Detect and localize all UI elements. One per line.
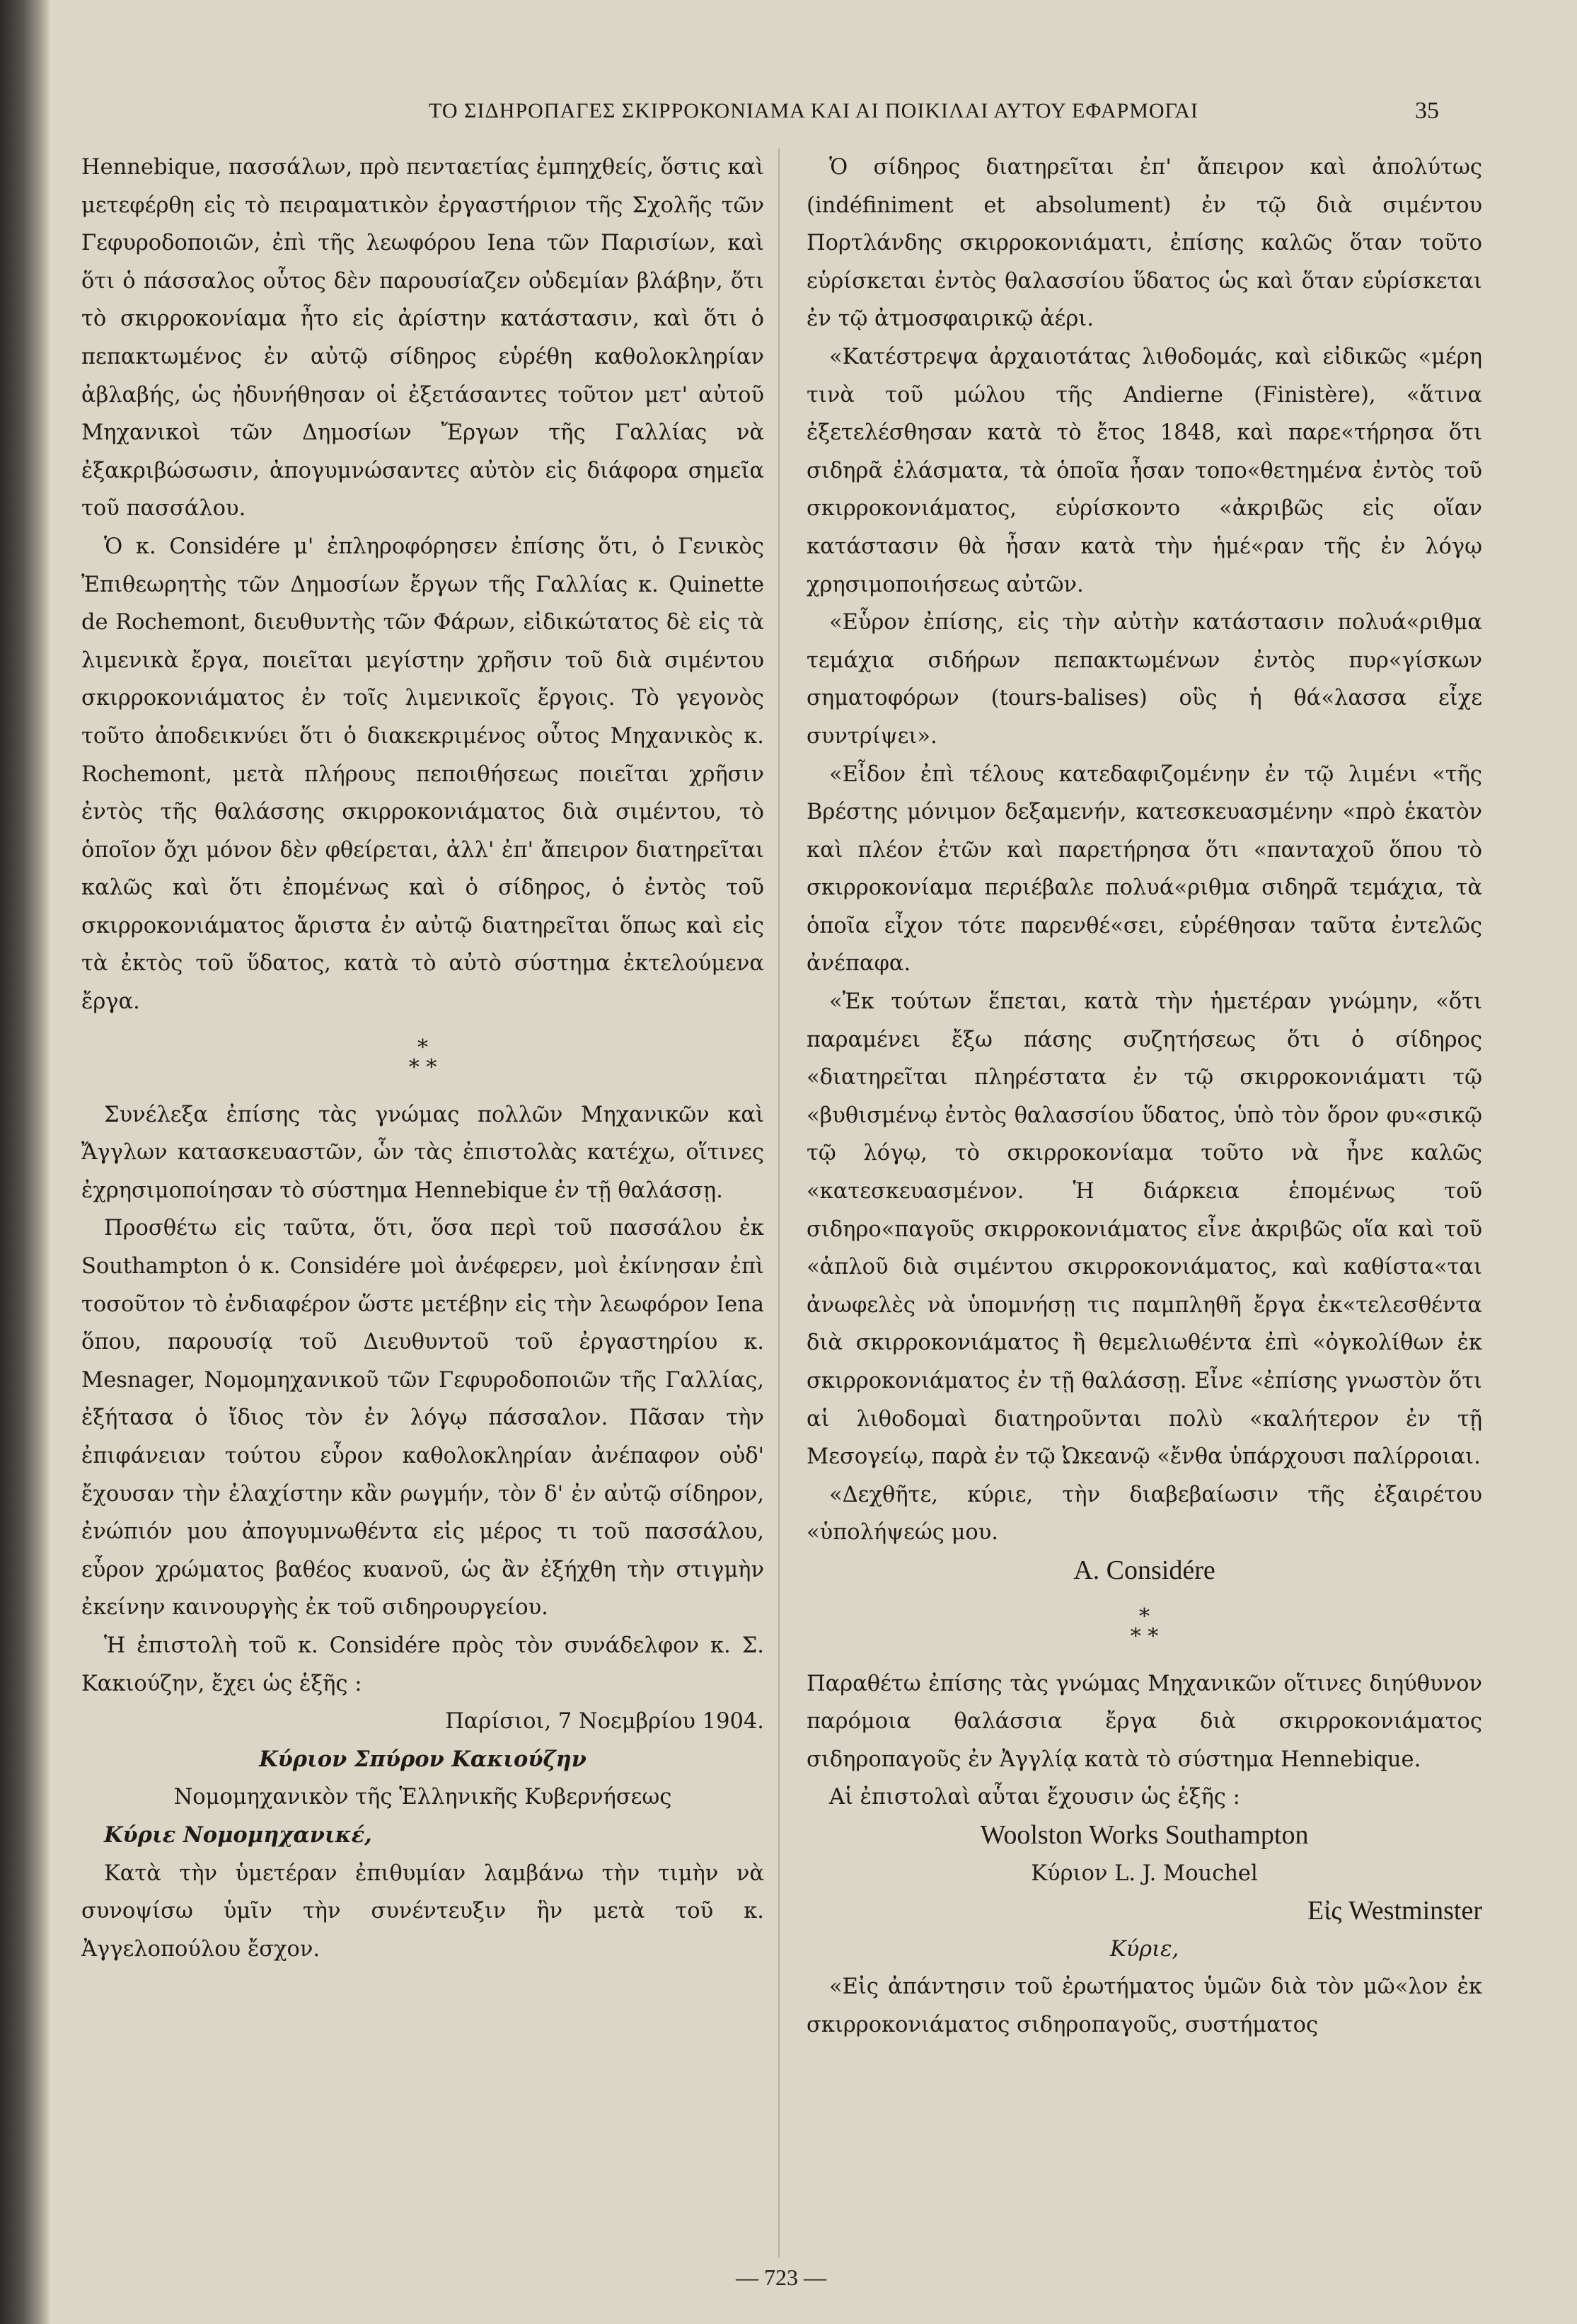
letter-salutation: Κύριε Νομομηχανικέ, xyxy=(104,1822,372,1848)
paragraph: Ὁ κ. Considére μ' ἐπληροφόρησεν ἐπίσης ὅτι, ὁ Γενικὸς Ἐπιθεωρητὴς τῶν Δημοσίων ἔργων τῆς Γαλλίας κ. Quinette de Rochemont, διευθυντὴς τῶν Φάρων, εἰδικώτατος δὲ εἰς τὰ λιμενικὰ ἔργα, ποιεῖται μεγίστην χρῆσιν τοῦ διὰ σιμέντου σκιρροκονιάματος ἐν τοῖς λιμενικοῖς ἔργοις. Τὸ γεγονὸς τοῦτο ἀποδεικνύει ὅτι ὁ διακεκριμένος οὗτος Μηχανικὸς κ. Rochemont, μετὰ πλήρους πεποιθήσεως ποιεῖται χρῆσιν ἐντὸς τῆς θαλάσσης σκιρροκονιάματος διὰ σιμέντου, τὸ ὁποῖον ὄχι μόνον δὲν φθείρεται, ἀλλ' ἐπ' ἄπειρον διατηρεῖται καλῶς καὶ ὅτι ἐπομένως καὶ ὁ σίδηρος, ὁ ἐντὸς τοῦ σκιρροκονιάματος ἄριστα ἐν αὐτῷ διατηρεῖται ὅπως καὶ εἰς τὰ ἐκτὸς τοῦ ὕδατος, κατὰ τὸ αὐτὸ σύστημα ἐκτελούμενα ἔργα. xyxy=(81,534,764,1015)
letter-salutation: Κύριε, xyxy=(1109,1936,1179,1962)
paragraph: Ὁ σίδηρος διατηρεῖται ἐπ' ἄπειρον καὶ ἀπολύτως (indéfiniment et absolument) ἐν τῷ διὰ σιμέντου Πορτλάνδης σκιρροκονιάματι, ἐπίσης καλῶς ὅταν τοῦτο εὑρίσκεται ἐντὸς θαλασσίου ὕδατος ὡς καὶ ὅταν εὑρίσκεται ἐν τῷ ἀτμοσφαιρικῷ ἀέρι. xyxy=(807,155,1482,332)
paragraph: Παραθέτω ἐπίσης τὰς γνώμας Μηχανικῶν οἵτινες διηύθυνον παρόμοια θαλάσσια ἔργα διὰ σκιρροκονιάματος σιδηροπαγοῦς ἐν Ἀγγλίᾳ κατὰ τὸ σύστημα Hennebique. xyxy=(807,1671,1482,1772)
letterhead-line: Εἰς Westminster xyxy=(1307,1896,1482,1926)
section-separator: * * * xyxy=(1130,1604,1159,1649)
quote-paragraph: «Εὗρον ἐπίσης, εἰς τὴν αὐτὴν κατάστασιν πολυά«ριθμα τεμάχια σιδήρων πεπακτωμένων ἐντὸς πυρ«γίσκων σηματοφόρων (tours-balises) οὓς ἡ θά«λασσα εἶχε συντρίψει». xyxy=(807,610,1482,749)
paragraph: Κατὰ τὴν ὑμετέραν ἐπιθυμίαν λαμβάνω τὴν τιμὴν νὰ συνοψίσω ὑμῖν τὴν συνέντευξιν ἣν μετὰ τοῦ κ. Ἀγγελοπούλου ἔσχον. xyxy=(81,1860,764,1962)
paragraph: Συνέλεξα ἐπίσης τὰς γνώμας πολλῶν Μηχανικῶν καὶ Ἄγγλων κατασκευαστῶν, ὧν τὰς ἐπιστολὰς κατέχω, οἵτινες ἐχρησιμοποίησαν τὸ σύστημα Hennebique ἐν τῇ θαλάσσῃ. xyxy=(81,1102,764,1203)
page-footer-number: — 723 — xyxy=(736,2265,826,2290)
paragraph: Αἱ ἐπιστολαὶ αὗται ἔχουσιν ὡς ἑξῆς : xyxy=(829,1785,1240,1810)
paragraph: Ἡ ἐπιστολὴ τοῦ κ. Considére πρὸς τὸν συνάδελφον κ. Σ. Κακιούζην, ἔχει ὡς ἑξῆς : xyxy=(81,1633,764,1696)
paragraph: Hennebique, πασσάλων, πρὸ πενταετίας ἐμπηχθείς, ὅστις καὶ μετεφέρθη εἰς τὸ πειραματικὸν ἐργαστήριον τῆς Σχολῆς τῶν Γεφυροδοποιῶν, ἐπὶ τῆς λεωφόρου Iena τῶν Παρισίων, καὶ ὅτι ὁ πάσσαλος οὗτος δὲν παρουσίαζεν οὐδεμίαν βλάβην, ὅτι τὸ σκιρροκονίαμα ἦτο εἰς ἀρίστην κατάστασιν, καὶ ὅτι ὁ πεπακτωμένος ἐν αὐτῷ σίδηρος εὑρέθη καθολοκληρίαν ἀβλαβής, ὡς ἠδυνήθησαν οἱ ἐξετάσαντες τοῦτον μετ' αὐτοῦ Μηχανικοὶ τῶν Δημοσίων Ἔργων τῆς Γαλλίας νὰ ἐξακριβώσωσιν, ἀπογυμνώσαντες αὐτὸν εἰς διάφορα σημεῖα τοῦ πασσάλου. xyxy=(81,155,764,522)
quote-paragraph: «Εἰς ἀπάντησιν τοῦ ἐρωτήματος ὑμῶν διὰ τὸν μῶ«λον ἐκ σκιρροκονιάματος σιδηροπαγοῦς, συστήματος xyxy=(807,1974,1482,2037)
right-column xyxy=(807,149,1482,2044)
letter-addressee-title: Νομομηχανικὸν τῆς Ἑλληνικῆς Κυβερνήσεως xyxy=(173,1785,672,1810)
left-column xyxy=(81,149,764,1968)
letterhead-line: Woolston Works Southampton xyxy=(980,1819,1309,1850)
page-number: 35 xyxy=(1415,98,1439,124)
paragraph: Προσθέτω εἰς ταῦτα, ὅτι, ὅσα περὶ τοῦ πασσάλου ἐκ Southampton ὁ κ. Considére μοὶ ἀνέφερεν, μοὶ ἐκίνησαν ἐπὶ τοσοῦτον τὸ ἐνδιαφέρον ὥστε μετέβην εἰς τὴν λεωφόρον Iena ὅπου, παρουσίᾳ τοῦ Διευθυντοῦ τοῦ ἐργαστηρίου κ. Mesnager, Νομομηχανικοῦ τῶν Γεφυροδοποιῶν τῆς Γαλλίας, ἐξήτασα ὁ ἴδιος τὸν ἐν λόγῳ πάσσαλον. Πᾶσαν τὴν ἐπιφάνειαν τούτου εὗρον καθολοκληρίαν ἀνέπαφον οὐδ' ἔχουσαν τὴν ἐλαχίστην κἂν ρωγμήν, τὸν δ' ἐν αὐτῷ σίδηρον, ἐνώπιόν μου ἀπογυμνωθέντα εἰς μέρος τι τοῦ πασσάλου, εὗρον χρώματος βαθέος κυανοῦ, ὡς ἂν ἐξήχθη τὴν στιγμὴν ἐκείνην καινουργὴς ἐκ τοῦ σιδηρουργείου. xyxy=(81,1216,764,1621)
quote-paragraph: «Ἐκ τούτων ἕπεται, κατὰ τὴν ἡμετέραν γνώμην, «ὅτι παραμένει ἔξω πάσης συζητήσεως ὅτι ὁ σίδηρος «διατηρεῖται πληρέστατα ἐν τῷ σκιρροκονιάματι τῷ «βυθισμένῳ ἐντὸς θαλασσίου ὕδατος, ὑπὸ τὸν ὅρον φυ«σικῷ τῷ λόγῳ, τὸ σκιρροκονίαμα τοῦτο νὰ ἦνε καλῶς «κατεσκευασμένον. Ἡ διάρκεια ἑπομένως τοῦ σιδηρο«παγοῦς σκιρροκονιάματος εἶνε ἀκριβῶς οἵα καὶ τοῦ «ἁπλοῦ διὰ σιμέντου σκιρροκονιάματος, καὶ καθίστα«ται ἀνωφελὲς νὰ ὑπομνήσῃ τις παμπληθῆ ἔργα ἐκ«τελεσθέντα διὰ σκιρροκονιάματος ἢ θεμελιωθέντα ἐπὶ «ὀγκολίθων ἐκ σκιρροκονιάματος ἐν τῇ θαλάσσῃ. Εἶνε «ἐπίσης γνωστὸν ὅτι αἱ λιθοδομαὶ διατηροῦνται πολὺ «καλήτερον ἐν τῇ Μεσογείῳ, παρὰ ἐν τῷ Ὠκεανῷ «ἔνθα ὑπάρχουσι παλίρροιαι. xyxy=(807,989,1482,1470)
book-spine-shadow xyxy=(0,0,50,2324)
signature: A. Considére xyxy=(1073,1555,1215,1585)
letter-addressee: Κύριον Σπύρον Κακιούζην xyxy=(259,1746,587,1772)
quote-paragraph: «Κατέστρεψα ἀρχαιοτάτας λιθοδομάς, καὶ εἰδικῶς «μέρη τινὰ τοῦ μώλου τῆς Andierne (Finistère), «ἅτινα ἐξετελέσθησαν κατὰ τὸ ἔτος 1848, καὶ παρε«τήρησα ὅτι σιδηρᾶ ἐλάσματα, τὰ ὁποῖα ἦσαν τοπο«θετημένα ἐντὸς τοῦ σκιρροκονιάματος, εὑρίσκοντο «ἀκριβῶς εἰς οἵαν κατάστασιν θὰ ἦσαν κατὰ τὴν ἡμέ«ραν τῆς ἐν λόγῳ χρησιμοποιήσεως αὐτῶν. xyxy=(807,344,1482,597)
running-header: ΤΟ ΣΙΔΗΡΟΠΑΓΕΣ ΣΚΙΡΡΟΚΟΝΙΑΜΑ ΚΑΙ ΑΙ ΠΟΙΚΙΛΑΙ ΑΥΤΟΥ ΕΦΑΡΜΟΓΑΙ xyxy=(429,99,1198,122)
letter-date: Παρίσιοι, 7 Νοεμβρίου 1904. xyxy=(445,1709,764,1735)
quote-paragraph: «Δεχθῆτε, κύριε, τὴν διαβεβαίωσιν τῆς ἐξαιρέτου «ὑπολήψεώς μου. xyxy=(807,1482,1482,1546)
quote-paragraph: «Εἶδον ἐπὶ τέλους κατεδαφιζομένην ἐν τῷ λιμένι «τῆς Βρέστης μόνιμον δεξαμενήν, κατεσκευασμένην «πρὸ ἑκατὸν καὶ πλέον ἐτῶν καὶ παρετήρησα ὅτι «πανταχοῦ ὅπου τὸ σκιρροκονίαμα περιέβαλε πολυά«ριθμα σιδηρᾶ τεμάχια, τὰ ὁποῖα εἶχον τότε παρενθέ«σει, εὑρέθησαν ταῦτα ἐντελῶς ἀνέπαφα. xyxy=(807,761,1482,977)
letterhead-line: Κύριον L. J. Mouchel xyxy=(1031,1860,1258,1886)
section-separator: * * * xyxy=(408,1035,437,1080)
column-divider xyxy=(778,149,780,2257)
